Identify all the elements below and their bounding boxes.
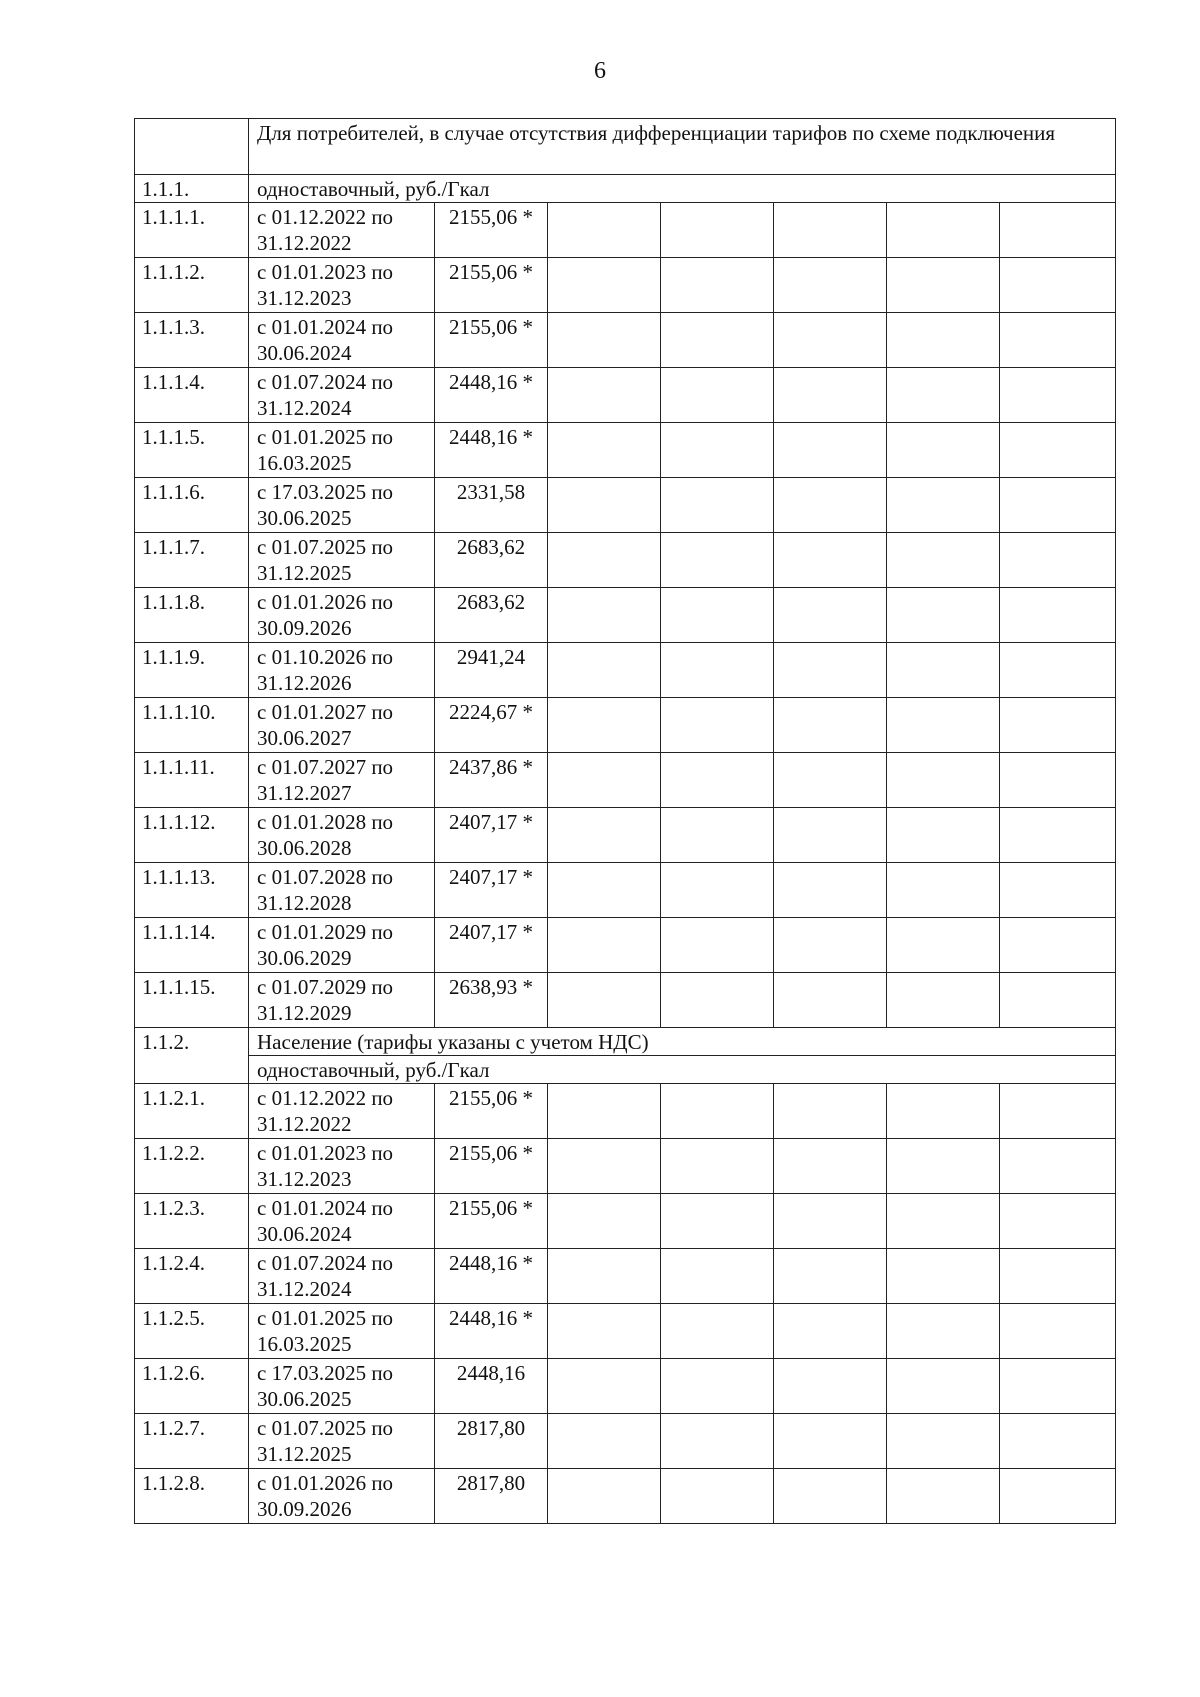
table-row (135, 1469, 1116, 1524)
table-cell-empty (1000, 1139, 1116, 1194)
table-cell-empty (661, 1194, 774, 1249)
table-row (135, 753, 1116, 808)
table-cell-empty (887, 808, 1000, 863)
table-cell-empty (887, 1249, 1000, 1304)
table-cell-empty (774, 1359, 887, 1414)
table-cell-empty (1000, 1414, 1116, 1469)
table-cell-empty (661, 313, 774, 368)
table-cell-empty (1000, 258, 1116, 313)
table-cell-empty (887, 368, 1000, 423)
table-cell-empty (661, 203, 774, 258)
section-number: 1.1.2. (135, 1028, 249, 1084)
row-number: 1.1.1.9. (135, 643, 249, 698)
row-number: 1.1.1.3. (135, 313, 249, 368)
row-value: 2155,06 * (435, 313, 548, 368)
table-row (135, 533, 1116, 588)
table-cell-empty (887, 643, 1000, 698)
section-row (135, 1028, 1116, 1056)
row-period: с 01.01.2026 по 30.09.2026 (249, 588, 435, 643)
table-cell-empty (661, 1249, 774, 1304)
table-cell-empty (774, 313, 887, 368)
row-period: с 01.01.2027 по 30.06.2027 (249, 698, 435, 753)
table-cell-empty (548, 863, 661, 918)
table-cell-empty (548, 1194, 661, 1249)
row-period: с 01.07.2025 по 31.12.2025 (249, 1414, 435, 1469)
table-cell-empty (774, 643, 887, 698)
table-cell-empty (887, 1304, 1000, 1359)
row-value: 2817,80 (435, 1469, 548, 1524)
table-cell-empty (1000, 918, 1116, 973)
section-subtitle-row (135, 1056, 1116, 1084)
table-cell-empty (661, 1414, 774, 1469)
table-cell-empty (887, 588, 1000, 643)
table-cell-empty (774, 1249, 887, 1304)
row-period: с 01.01.2024 по 30.06.2024 (249, 313, 435, 368)
table-cell-empty (1000, 1359, 1116, 1414)
row-number: 1.1.2.2. (135, 1139, 249, 1194)
table-cell-empty (1000, 1304, 1116, 1359)
header-note: Для потребителей, в случае отсутствия дифференциации тарифов по схеме подключения (249, 119, 1116, 175)
table-cell-empty (774, 1084, 887, 1139)
table-cell-empty (548, 973, 661, 1028)
row-period: с 01.07.2024 по 31.12.2024 (249, 368, 435, 423)
row-period: с 01.07.2025 по 31.12.2025 (249, 533, 435, 588)
row-number: 1.1.1.10. (135, 698, 249, 753)
table-cell-empty (661, 368, 774, 423)
table-cell-empty (548, 698, 661, 753)
table-row (135, 1194, 1116, 1249)
table-cell-empty (661, 423, 774, 478)
row-period: с 01.01.2029 по 30.06.2029 (249, 918, 435, 973)
table-cell-empty (887, 423, 1000, 478)
table-cell-empty (1000, 368, 1116, 423)
table-row (135, 1414, 1116, 1469)
row-number: 1.1.1.6. (135, 478, 249, 533)
section-subtitle: одноставочный, руб./Гкал (249, 1056, 1116, 1084)
table-row (135, 1249, 1116, 1304)
table-cell-empty (548, 313, 661, 368)
table-cell-empty (887, 203, 1000, 258)
row-period: с 01.01.2023 по 31.12.2023 (249, 1139, 435, 1194)
table-cell-empty (887, 478, 1000, 533)
table-cell-empty (548, 643, 661, 698)
table-row (135, 1304, 1116, 1359)
tariff-table (134, 118, 1116, 1524)
table-cell-empty (774, 533, 887, 588)
table-cell-empty (661, 698, 774, 753)
table-cell-empty (548, 588, 661, 643)
table-cell-empty (548, 1249, 661, 1304)
table-cell-empty (774, 478, 887, 533)
table-cell-empty (548, 1139, 661, 1194)
row-number: 1.1.1.1. (135, 203, 249, 258)
table-cell-empty (1000, 863, 1116, 918)
table-cell-empty (661, 258, 774, 313)
row-number: 1.1.1.14. (135, 918, 249, 973)
row-period: с 01.12.2022 по 31.12.2022 (249, 1084, 435, 1139)
row-value: 2638,93 * (435, 973, 548, 1028)
table-cell-empty (1000, 588, 1116, 643)
table-cell-empty (887, 313, 1000, 368)
table-cell-empty (661, 863, 774, 918)
row-number: 1.1.1.5. (135, 423, 249, 478)
row-period: с 01.07.2029 по 31.12.2029 (249, 973, 435, 1028)
table-cell-empty (1000, 423, 1116, 478)
table-row (135, 643, 1116, 698)
row-period: с 01.07.2028 по 31.12.2028 (249, 863, 435, 918)
table-cell-empty (774, 368, 887, 423)
table-cell-empty (135, 119, 249, 175)
row-number: 1.1.2.7. (135, 1414, 249, 1469)
table-cell-empty (887, 698, 1000, 753)
table-cell-empty (887, 918, 1000, 973)
row-value: 2155,06 * (435, 1084, 548, 1139)
table-cell-empty (887, 1194, 1000, 1249)
row-value: 2331,58 (435, 478, 548, 533)
row-value: 2683,62 (435, 588, 548, 643)
row-value: 2155,06 * (435, 258, 548, 313)
row-number: 1.1.1.7. (135, 533, 249, 588)
row-period: с 17.03.2025 по 30.06.2025 (249, 1359, 435, 1414)
table-cell-empty (661, 588, 774, 643)
row-period: с 01.01.2025 по 16.03.2025 (249, 1304, 435, 1359)
table-cell-empty (661, 478, 774, 533)
row-value: 2437,86 * (435, 753, 548, 808)
table-cell-empty (774, 588, 887, 643)
table-cell-empty (774, 1139, 887, 1194)
table-cell-empty (661, 1359, 774, 1414)
table-cell-empty (774, 423, 887, 478)
table-cell-empty (1000, 1469, 1116, 1524)
table-row (135, 918, 1116, 973)
table-cell-empty (887, 533, 1000, 588)
row-value: 2448,16 * (435, 423, 548, 478)
table-cell-empty (548, 1359, 661, 1414)
table-cell-empty (774, 863, 887, 918)
table-cell-empty (887, 258, 1000, 313)
table-cell-empty (548, 1414, 661, 1469)
table-cell-empty (1000, 533, 1116, 588)
table-cell-empty (661, 1469, 774, 1524)
row-number: 1.1.2.5. (135, 1304, 249, 1359)
table-cell-empty (887, 1469, 1000, 1524)
row-value: 2155,06 * (435, 1139, 548, 1194)
table-cell-empty (1000, 753, 1116, 808)
section-title: одноставочный, руб./Гкал (249, 175, 1116, 203)
table-cell-empty (661, 1304, 774, 1359)
row-number: 1.1.1.2. (135, 258, 249, 313)
table-cell-empty (887, 863, 1000, 918)
row-number: 1.1.1.8. (135, 588, 249, 643)
row-period: с 01.01.2024 по 30.06.2024 (249, 1194, 435, 1249)
row-value: 2155,06 * (435, 1194, 548, 1249)
table-cell-empty (548, 368, 661, 423)
row-value: 2941,24 (435, 643, 548, 698)
table-cell-empty (774, 1414, 887, 1469)
row-value: 2683,62 (435, 533, 548, 588)
table-row (135, 698, 1116, 753)
row-number: 1.1.2.6. (135, 1359, 249, 1414)
row-number: 1.1.2.3. (135, 1194, 249, 1249)
row-number: 1.1.1.12. (135, 808, 249, 863)
table-row (135, 863, 1116, 918)
row-period: с 01.01.2026 по 30.09.2026 (249, 1469, 435, 1524)
row-value: 2407,17 * (435, 808, 548, 863)
table-cell-empty (548, 478, 661, 533)
row-value: 2407,17 * (435, 918, 548, 973)
table-row (135, 313, 1116, 368)
section-row (135, 175, 1116, 203)
table-cell-empty (548, 918, 661, 973)
row-value: 2155,06 * (435, 203, 548, 258)
table-cell-empty (661, 1084, 774, 1139)
row-value: 2448,16 * (435, 368, 548, 423)
row-period: с 01.01.2025 по 16.03.2025 (249, 423, 435, 478)
table-cell-empty (548, 258, 661, 313)
table-row (135, 203, 1116, 258)
row-number: 1.1.2.1. (135, 1084, 249, 1139)
row-value: 2448,16 * (435, 1304, 548, 1359)
table-cell-empty (548, 808, 661, 863)
table-row (135, 588, 1116, 643)
section-number: 1.1.1. (135, 175, 249, 203)
row-period: с 01.10.2026 по 31.12.2026 (249, 643, 435, 698)
table-cell-empty (548, 753, 661, 808)
table-cell-empty (548, 1304, 661, 1359)
table-row (135, 258, 1116, 313)
row-value: 2448,16 * (435, 1249, 548, 1304)
table-cell-empty (887, 973, 1000, 1028)
table-cell-empty (774, 1304, 887, 1359)
table-cell-empty (774, 973, 887, 1028)
page-number: 6 (594, 58, 606, 84)
row-number: 1.1.2.8. (135, 1469, 249, 1524)
table-cell-empty (661, 1139, 774, 1194)
table-row (135, 1359, 1116, 1414)
table-cell-empty (774, 258, 887, 313)
row-number: 1.1.1.4. (135, 368, 249, 423)
table-row (135, 368, 1116, 423)
table-cell-empty (1000, 698, 1116, 753)
table-row (135, 1084, 1116, 1139)
table-cell-empty (548, 423, 661, 478)
row-period: с 01.12.2022 по 31.12.2022 (249, 203, 435, 258)
row-number: 1.1.1.15. (135, 973, 249, 1028)
row-period: с 01.07.2027 по 31.12.2027 (249, 753, 435, 808)
row-value: 2817,80 (435, 1414, 548, 1469)
row-number: 1.1.1.13. (135, 863, 249, 918)
table-row (135, 478, 1116, 533)
table-row (135, 423, 1116, 478)
header-note-row (135, 119, 1116, 175)
table-cell-empty (661, 643, 774, 698)
table-cell-empty (774, 753, 887, 808)
row-period: с 01.01.2023 по 31.12.2023 (249, 258, 435, 313)
table-cell-empty (1000, 643, 1116, 698)
table-cell-empty (548, 1084, 661, 1139)
row-value: 2448,16 (435, 1359, 548, 1414)
table-cell-empty (548, 533, 661, 588)
table-cell-empty (548, 1469, 661, 1524)
table-cell-empty (661, 973, 774, 1028)
table-cell-empty (661, 753, 774, 808)
table-cell-empty (774, 698, 887, 753)
table-row (135, 808, 1116, 863)
table-cell-empty (774, 1469, 887, 1524)
table-cell-empty (1000, 973, 1116, 1028)
row-period: с 17.03.2025 по 30.06.2025 (249, 478, 435, 533)
table-cell-empty (887, 1414, 1000, 1469)
table-cell-empty (887, 1359, 1000, 1414)
table-cell-empty (887, 1139, 1000, 1194)
table-cell-empty (661, 533, 774, 588)
table-row (135, 1139, 1116, 1194)
row-period: с 01.01.2028 по 30.06.2028 (249, 808, 435, 863)
table-cell-empty (774, 1194, 887, 1249)
table-cell-empty (1000, 808, 1116, 863)
section-title: Население (тарифы указаны с учетом НДС) (249, 1028, 1116, 1056)
table-cell-empty (1000, 1084, 1116, 1139)
table-cell-empty (1000, 203, 1116, 258)
table-cell-empty (1000, 1194, 1116, 1249)
table-cell-empty (887, 1084, 1000, 1139)
table-cell-empty (1000, 1249, 1116, 1304)
row-period: с 01.07.2024 по 31.12.2024 (249, 1249, 435, 1304)
row-value: 2407,17 * (435, 863, 548, 918)
table-cell-empty (548, 203, 661, 258)
table-cell-empty (661, 918, 774, 973)
row-number: 1.1.2.4. (135, 1249, 249, 1304)
table-cell-empty (887, 753, 1000, 808)
table-cell-empty (1000, 478, 1116, 533)
table-cell-empty (661, 808, 774, 863)
row-number: 1.1.1.11. (135, 753, 249, 808)
row-value: 2224,67 * (435, 698, 548, 753)
table-row (135, 973, 1116, 1028)
table-cell-empty (1000, 313, 1116, 368)
table-cell-empty (774, 808, 887, 863)
table-cell-empty (774, 918, 887, 973)
table-cell-empty (774, 203, 887, 258)
